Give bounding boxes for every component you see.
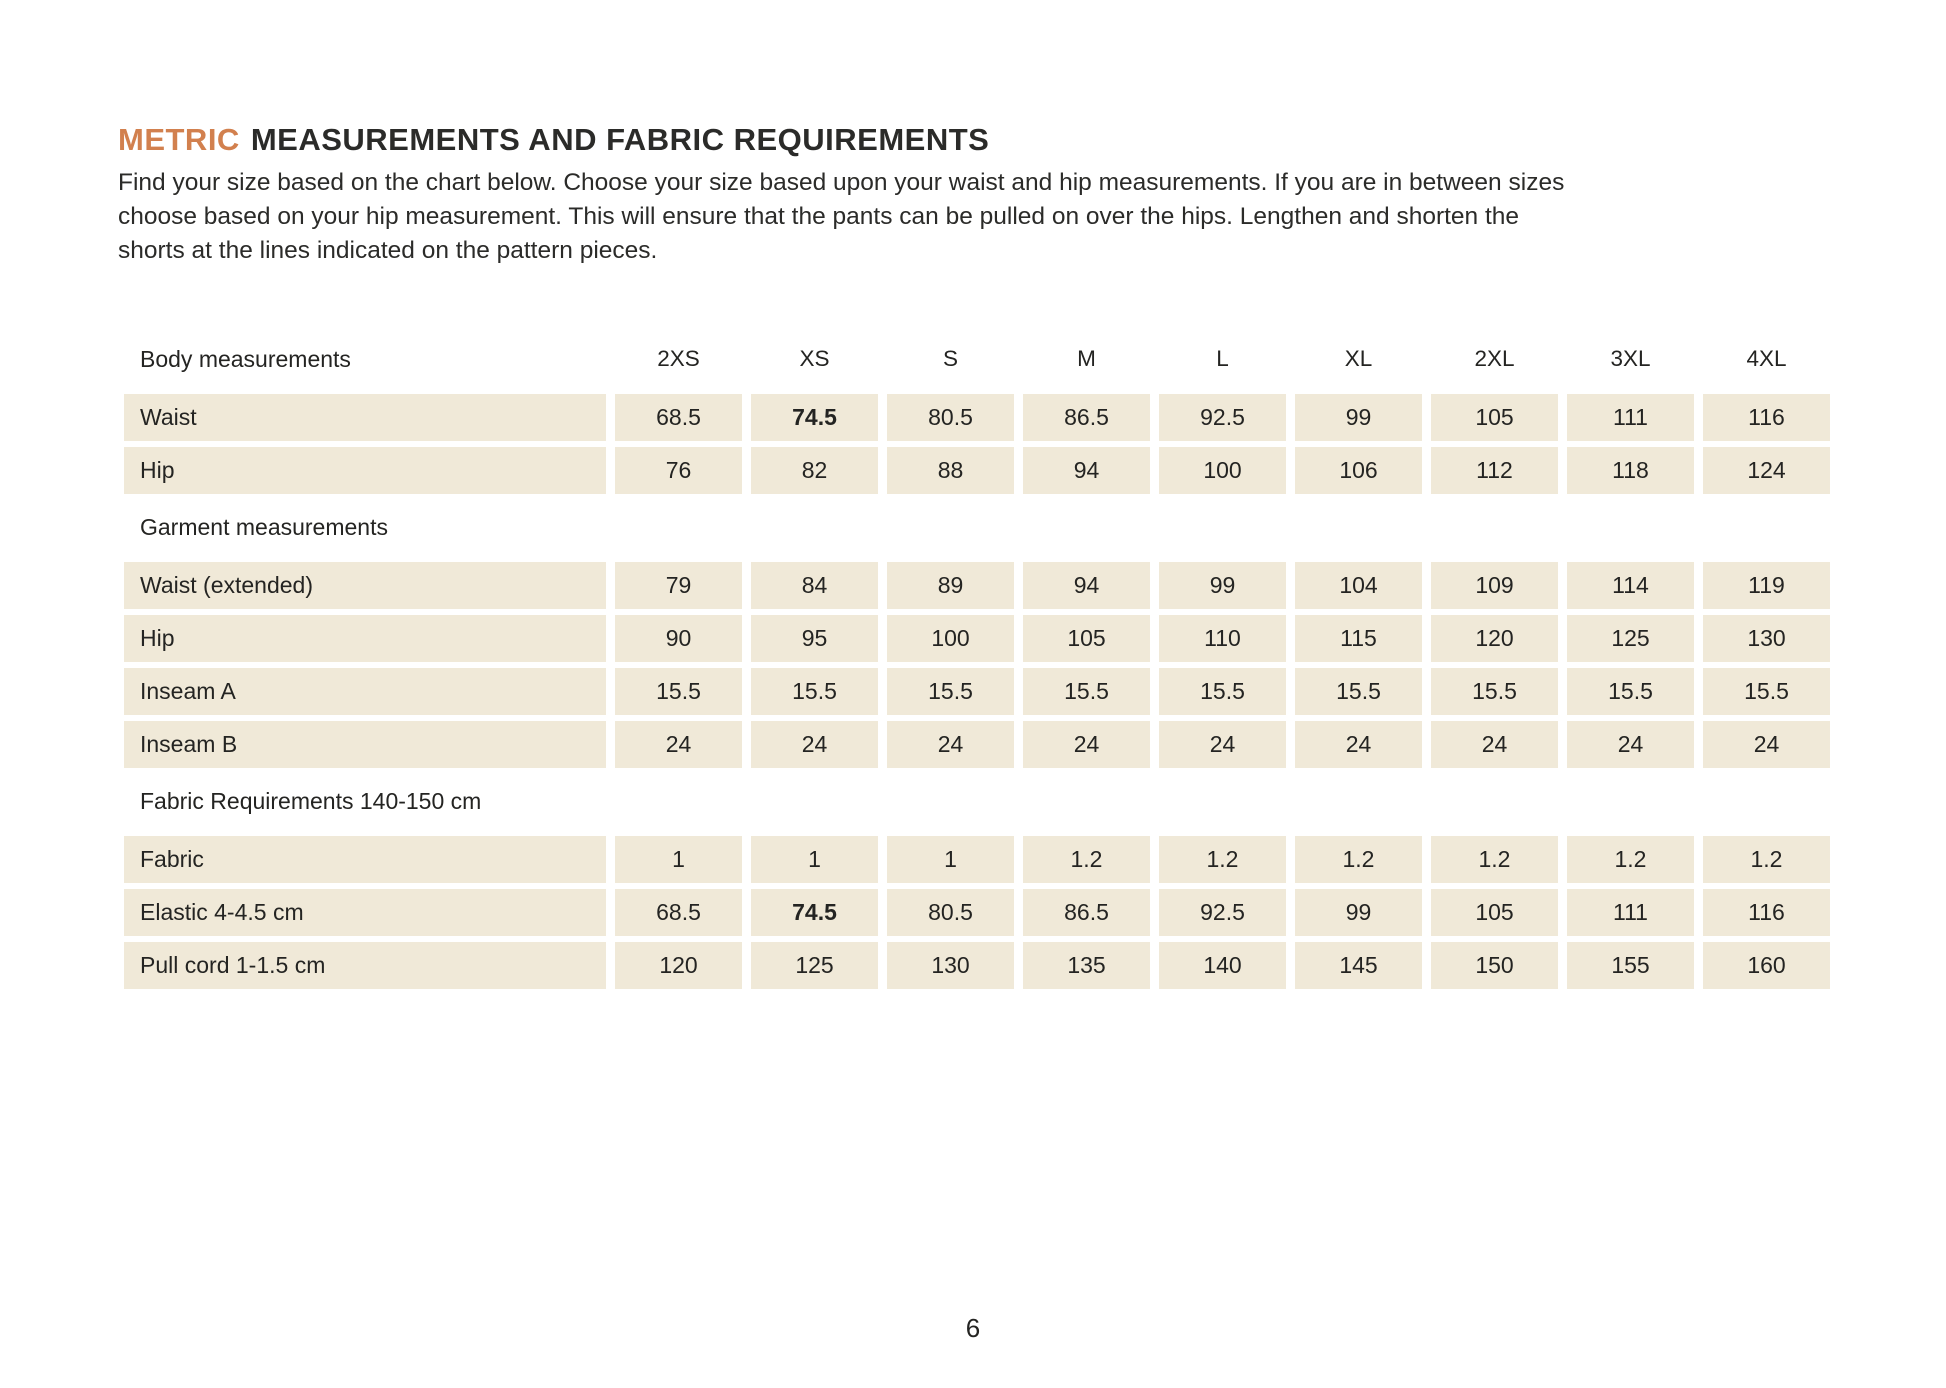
size-column-header: S xyxy=(942,346,958,371)
value-cell: 130 xyxy=(1703,615,1830,662)
value-cell: 160 xyxy=(1703,942,1830,989)
size-column-header: L xyxy=(1216,346,1229,371)
value-cell: 145 xyxy=(1295,942,1422,989)
section-label: Body measurements xyxy=(140,345,351,372)
row-label: Elastic 4-4.5 cm xyxy=(124,889,606,936)
value-cell: 24 xyxy=(1159,721,1286,768)
table-row xyxy=(124,836,1824,883)
value-cell: 74.5 xyxy=(751,394,878,441)
value-cell: 1.2 xyxy=(1159,836,1286,883)
value-cell: 84 xyxy=(751,562,878,609)
table-row xyxy=(124,447,1824,494)
row-label: Hip xyxy=(124,615,606,662)
size-column-header: 2XL xyxy=(1474,346,1515,371)
value-cell: 24 xyxy=(1567,721,1694,768)
table-row xyxy=(124,942,1824,989)
value-cell: 15.5 xyxy=(1023,668,1150,715)
value-cell: 92.5 xyxy=(1159,889,1286,936)
value-cell: 118 xyxy=(1567,447,1694,494)
value-cell: 112 xyxy=(1431,447,1558,494)
value-cell: 86.5 xyxy=(1023,889,1150,936)
value-cell: 104 xyxy=(1295,562,1422,609)
intro-paragraph: Find your size based on the chart below. Choose your size based upon your waist and hip measurements. If you are in between sizes choose based on your hip measurement. This will ensure that the pants can be pulled on over the hips. Lengthen and shorten the shorts at the lines indicated on the pattern pieces. xyxy=(118,169,1565,264)
value-cell: 15.5 xyxy=(1159,668,1286,715)
value-cell: 24 xyxy=(751,721,878,768)
value-cell: 115 xyxy=(1295,615,1422,662)
value-cell: 88 xyxy=(887,447,1014,494)
table-row xyxy=(124,615,1824,662)
table-row xyxy=(124,562,1824,609)
value-cell: 124 xyxy=(1703,447,1830,494)
value-cell: 99 xyxy=(1295,889,1422,936)
page-title-highlight: METRIC xyxy=(118,122,240,157)
value-cell: 1.2 xyxy=(1431,836,1558,883)
value-cell: 76 xyxy=(615,447,742,494)
value-cell: 155 xyxy=(1567,942,1694,989)
value-cell: 15.5 xyxy=(1703,668,1830,715)
value-cell: 24 xyxy=(887,721,1014,768)
value-cell: 125 xyxy=(1567,615,1694,662)
value-cell: 89 xyxy=(887,562,1014,609)
value-cell: 100 xyxy=(887,615,1014,662)
row-label: Inseam B xyxy=(124,721,606,768)
value-cell: 1.2 xyxy=(1703,836,1830,883)
value-cell: 114 xyxy=(1567,562,1694,609)
value-cell: 92.5 xyxy=(1159,394,1286,441)
value-cell: 119 xyxy=(1703,562,1830,609)
row-label: Waist (extended) xyxy=(124,562,606,609)
value-cell: 105 xyxy=(1023,615,1150,662)
value-cell: 135 xyxy=(1023,942,1150,989)
size-column-header: 4XL xyxy=(1746,346,1787,371)
value-cell: 99 xyxy=(1159,562,1286,609)
value-cell: 111 xyxy=(1567,889,1694,936)
value-cell: 94 xyxy=(1023,447,1150,494)
value-cell: 125 xyxy=(751,942,878,989)
value-cell: 1 xyxy=(887,836,1014,883)
page-title-rest: MEASUREMENTS AND FABRIC REQUIREMENTS xyxy=(250,122,990,157)
value-cell: 120 xyxy=(1431,615,1558,662)
value-cell: 94 xyxy=(1023,562,1150,609)
value-cell: 24 xyxy=(1295,721,1422,768)
value-cell: 110 xyxy=(1159,615,1286,662)
value-cell: 24 xyxy=(1703,721,1830,768)
row-label: Inseam A xyxy=(124,668,606,715)
value-cell: 15.5 xyxy=(887,668,1014,715)
value-cell: 79 xyxy=(615,562,742,609)
size-column-header: M xyxy=(1077,346,1096,371)
row-label: Waist xyxy=(124,394,606,441)
table-row xyxy=(124,668,1824,715)
value-cell: 82 xyxy=(751,447,878,494)
value-cell: 100 xyxy=(1159,447,1286,494)
value-cell: 1 xyxy=(751,836,878,883)
table-row xyxy=(124,394,1824,441)
value-cell: 1.2 xyxy=(1295,836,1422,883)
value-cell: 74.5 xyxy=(751,889,878,936)
value-cell: 80.5 xyxy=(887,889,1014,936)
value-cell: 90 xyxy=(615,615,742,662)
row-label: Hip xyxy=(124,447,606,494)
page-title xyxy=(118,122,989,158)
row-label: Fabric xyxy=(124,836,606,883)
table-row xyxy=(124,721,1824,768)
value-cell: 24 xyxy=(1023,721,1150,768)
value-cell: 140 xyxy=(1159,942,1286,989)
value-cell: 109 xyxy=(1431,562,1558,609)
value-cell: 116 xyxy=(1703,889,1830,936)
value-cell: 105 xyxy=(1431,394,1558,441)
value-cell: 86.5 xyxy=(1023,394,1150,441)
value-cell: 130 xyxy=(887,942,1014,989)
size-column-header: 3XL xyxy=(1610,346,1651,371)
size-column-header: XL xyxy=(1344,346,1373,371)
table-section-header-row xyxy=(124,504,1824,550)
size-table xyxy=(124,336,1824,995)
size-column-header: 2XS xyxy=(657,346,700,371)
table-row xyxy=(124,889,1824,936)
value-cell: 68.5 xyxy=(615,394,742,441)
value-cell: 68.5 xyxy=(615,889,742,936)
page-number: 6 xyxy=(965,1313,981,1343)
value-cell: 106 xyxy=(1295,447,1422,494)
size-column-header: XS xyxy=(799,346,830,371)
value-cell: 105 xyxy=(1431,889,1558,936)
value-cell: 1 xyxy=(615,836,742,883)
value-cell: 15.5 xyxy=(1567,668,1694,715)
row-label: Pull cord 1-1.5 cm xyxy=(124,942,606,989)
value-cell: 1.2 xyxy=(1567,836,1694,883)
table-section-header-row xyxy=(124,336,1824,382)
value-cell: 15.5 xyxy=(751,668,878,715)
value-cell: 1.2 xyxy=(1023,836,1150,883)
value-cell: 15.5 xyxy=(1295,668,1422,715)
section-label: Garment measurements xyxy=(140,513,388,540)
value-cell: 120 xyxy=(615,942,742,989)
value-cell: 80.5 xyxy=(887,394,1014,441)
value-cell: 99 xyxy=(1295,394,1422,441)
value-cell: 111 xyxy=(1567,394,1694,441)
value-cell: 24 xyxy=(1431,721,1558,768)
table-section-header-row xyxy=(124,778,1824,824)
value-cell: 95 xyxy=(751,615,878,662)
value-cell: 150 xyxy=(1431,942,1558,989)
value-cell: 15.5 xyxy=(1431,668,1558,715)
value-cell: 24 xyxy=(615,721,742,768)
section-label: Fabric Requirements 140-150 cm xyxy=(140,787,482,814)
value-cell: 15.5 xyxy=(615,668,742,715)
value-cell: 116 xyxy=(1703,394,1830,441)
